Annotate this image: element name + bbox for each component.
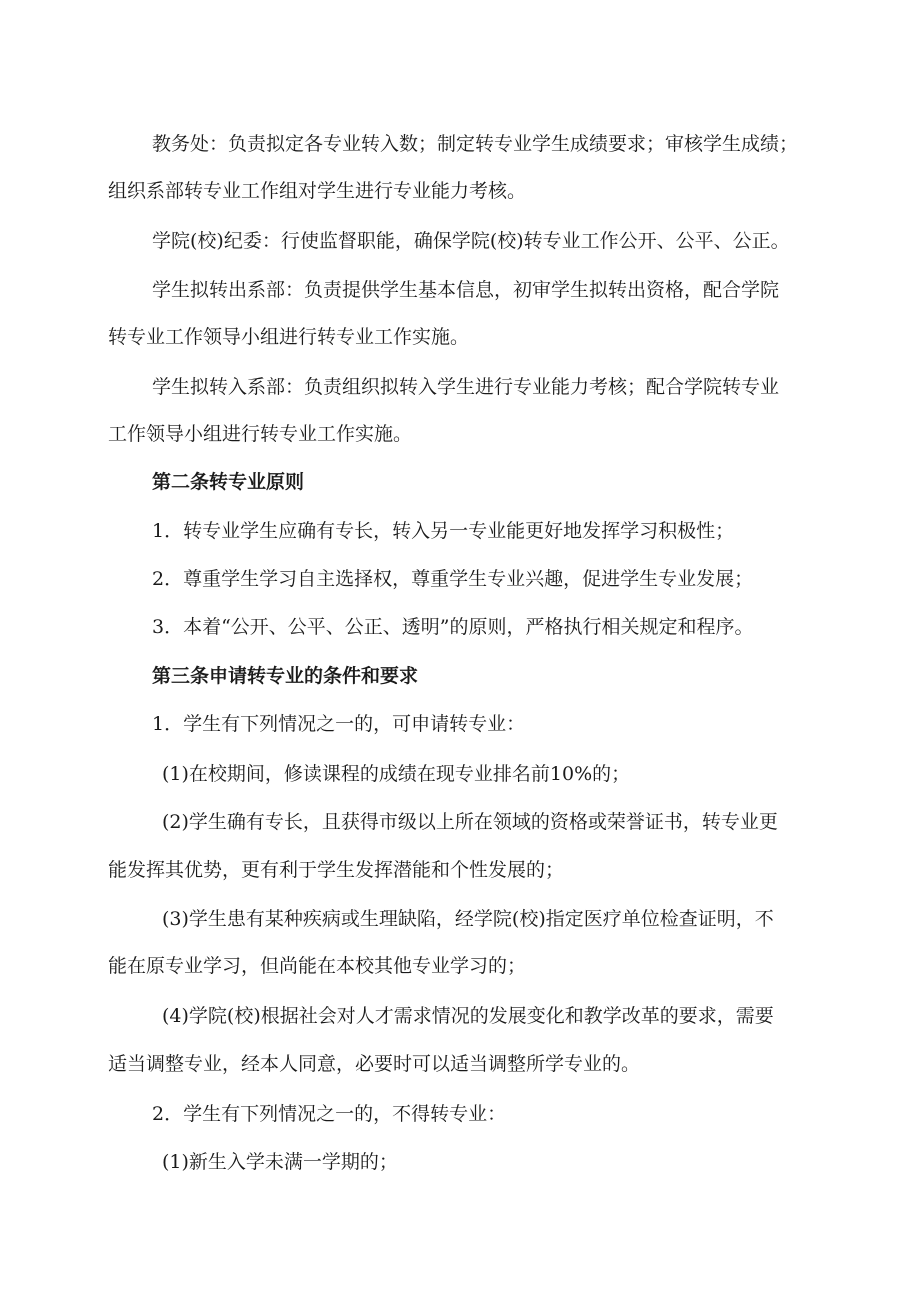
paragraph-line: 学院(校)纪委：行使监督职能，确保学院(校)转专业工作公开、公平、公正。 (152, 230, 790, 252)
paragraph-line: 工作领导小组进行转专业工作实施。 (108, 423, 413, 445)
sub-item: (2)学生确有专长，且获得市级以上所在领域的资格或荣誉证书，转专业更 (162, 811, 778, 833)
sub-item: (3)学生患有某种疾病或生理缺陷，经学院(校)指定医疗单位检查证明，不 (162, 908, 774, 930)
list-item: 2．学生有下列情况之一的，不得转专业： (152, 1103, 507, 1125)
sub-item: (1)新生入学未满一学期的； (162, 1151, 398, 1173)
sub-item: (1)在校期间，修读课程的成绩在现专业排名前10%的； (162, 763, 631, 785)
section-heading: 第二条转专业原则 (152, 471, 305, 493)
list-item: 3．本着“公开、公平、公正、透明”的原则，严格执行相关规定和程序。 (152, 616, 754, 638)
list-item: 1．学生有下列情况之一的，可申请转专业： (152, 713, 526, 735)
section-heading: 第三条申请转专业的条件和要求 (152, 665, 419, 687)
paragraph-line: 适当调整专业，经本人同意，必要时可以适当调整所学专业的。 (108, 1053, 641, 1075)
paragraph-line: 学生拟转出系部：负责提供学生基本信息，初审学生拟转出资格，配合学院 (152, 279, 780, 301)
paragraph-line: 转专业工作领导小组进行转专业工作实施。 (108, 326, 470, 348)
paragraph-line: 教务处：负责拟定各专业转入数；制定转专业学生成绩要求；审核学生成绩； (152, 133, 799, 155)
list-item: 1．转专业学生应确有专长，转入另一专业能更好地发挥学习积极性； (152, 520, 735, 542)
paragraph-line: 能发挥其优势，更有利于学生发挥潜能和个性发展的； (108, 859, 565, 881)
list-item: 2．尊重学生学习自主选择权，尊重学生专业兴趣，促进学生专业发展； (152, 568, 754, 590)
paragraph-line: 组织系部转专业工作组对学生进行专业能力考核。 (108, 180, 527, 202)
paragraph-line: 能在原专业学习，但尚能在本校其他专业学习的； (108, 955, 527, 977)
sub-item: (4)学院(校)根据社会对人才需求情况的发展变化和教学改革的要求，需要 (162, 1005, 774, 1027)
paragraph-line: 学生拟转入系部：负责组织拟转入学生进行专业能力考核；配合学院转专业 (152, 376, 780, 398)
